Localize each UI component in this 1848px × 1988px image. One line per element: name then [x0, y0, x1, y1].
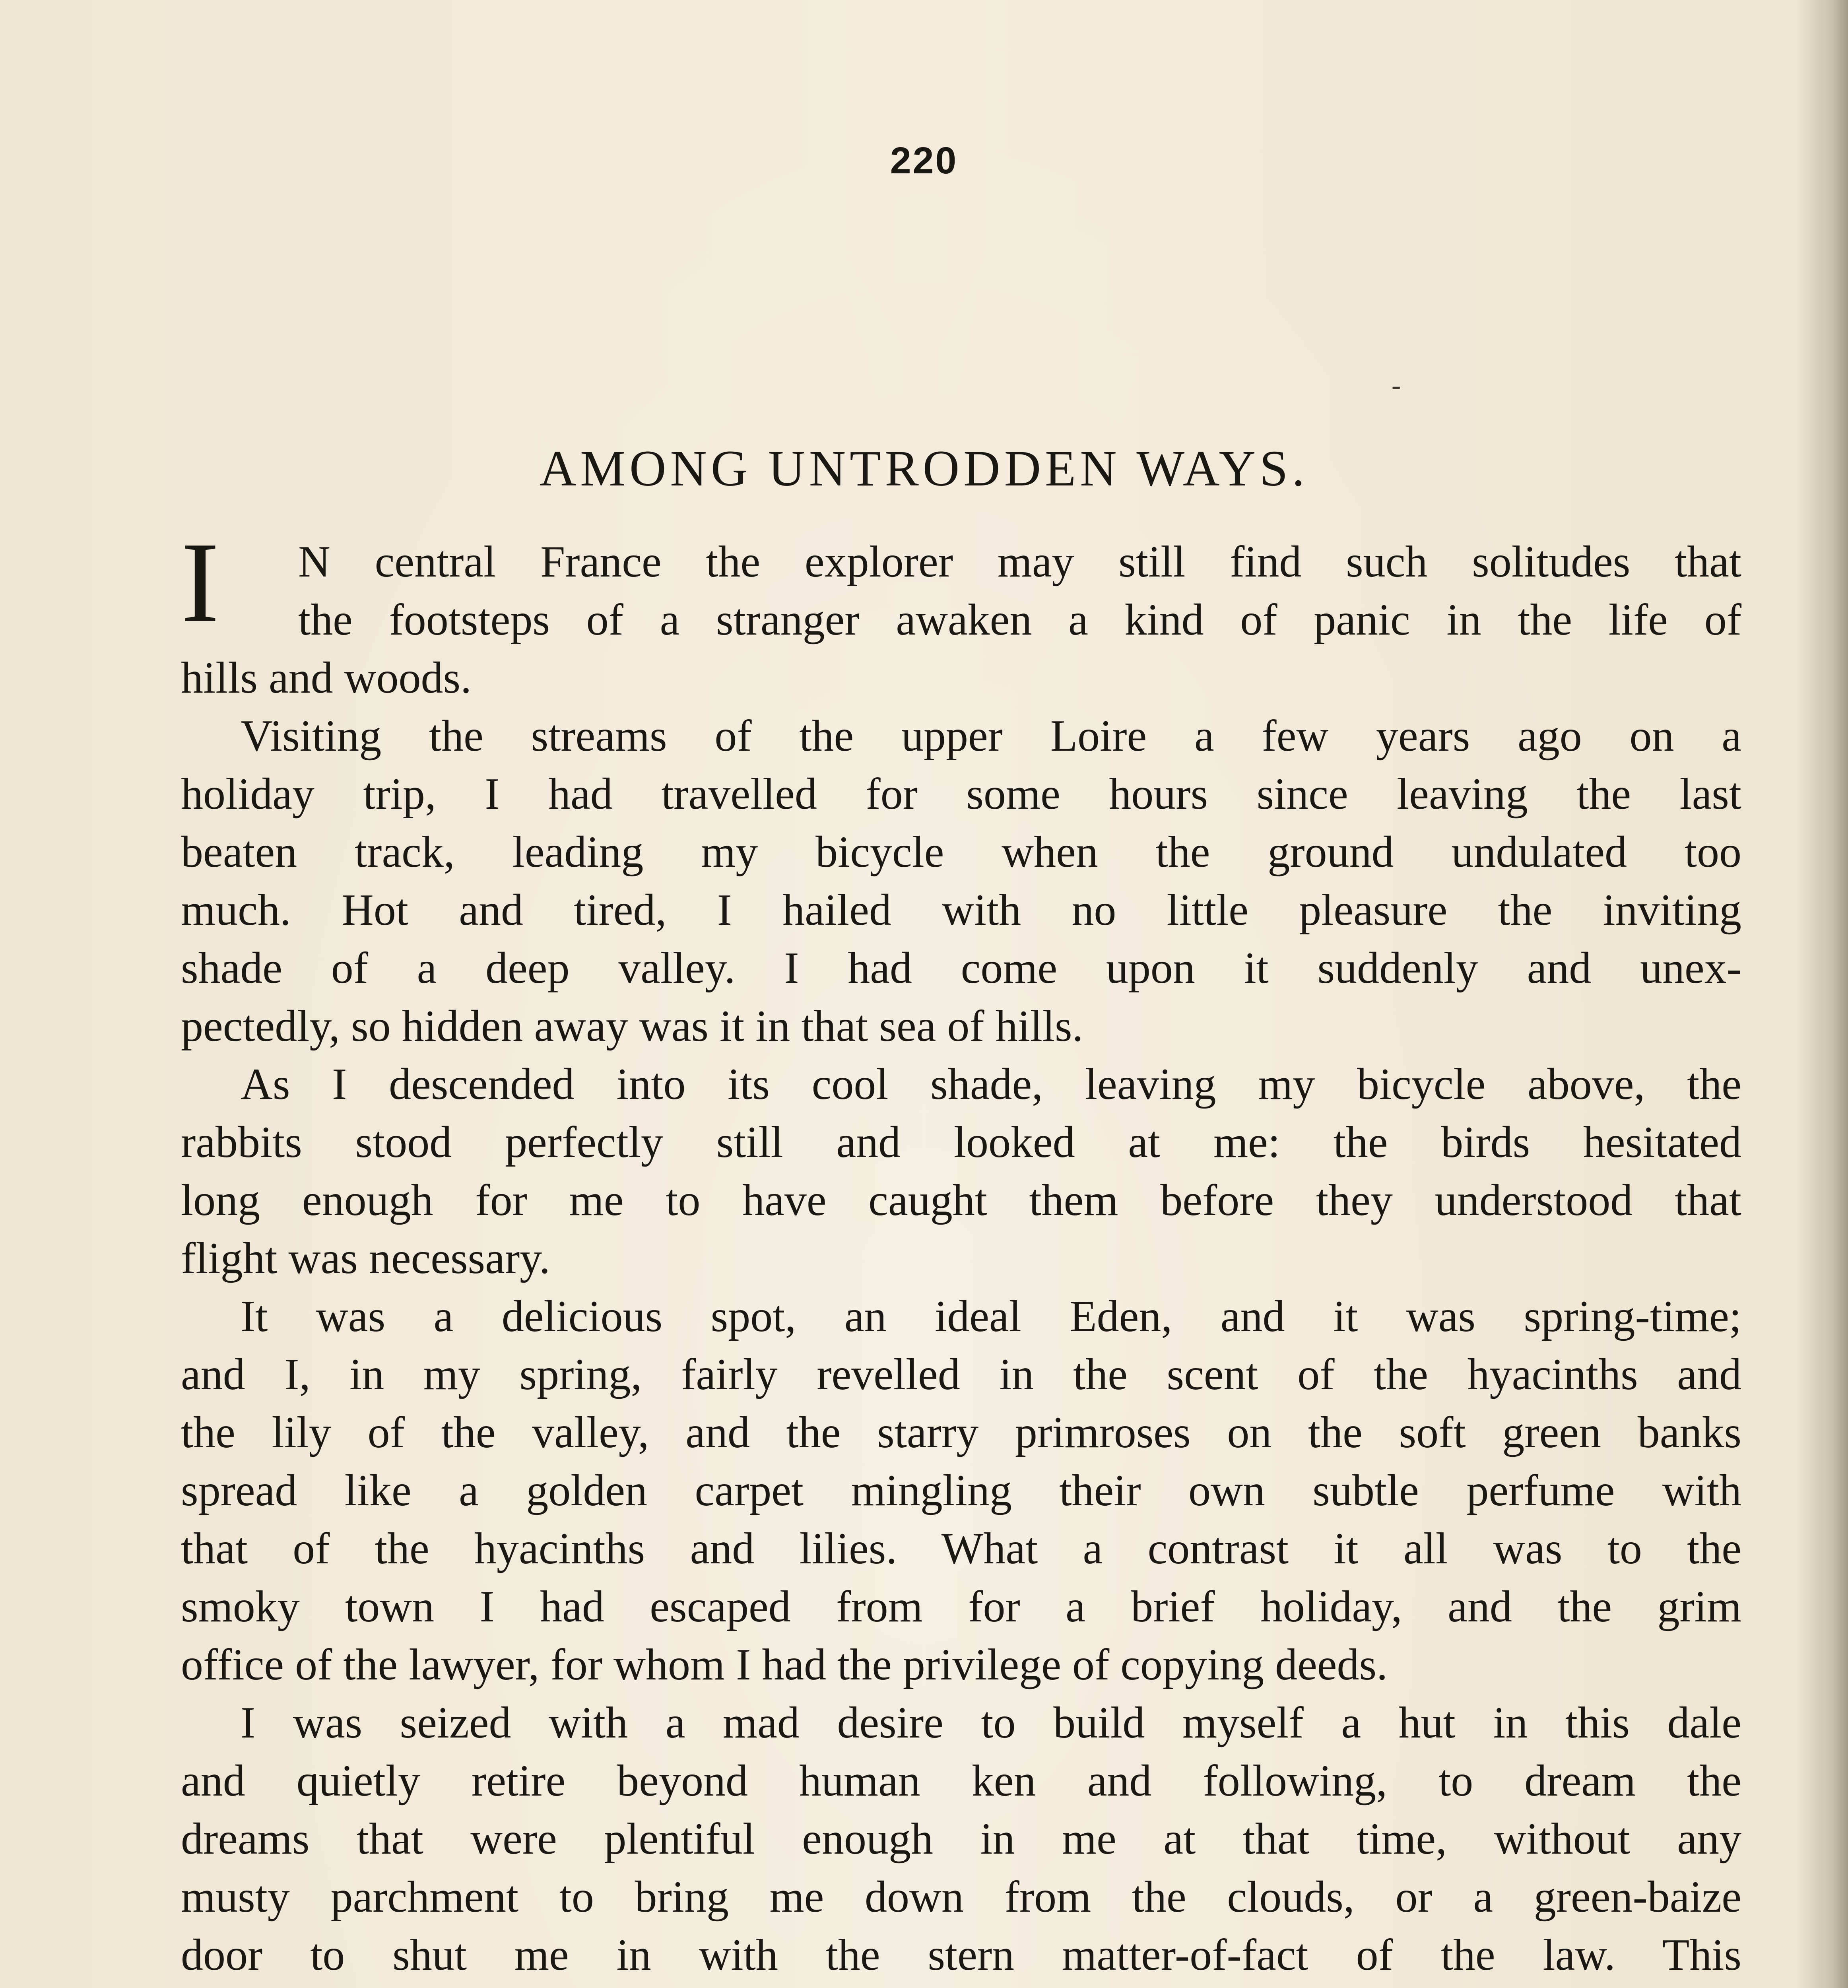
text-line: pectedly, so hidden away was it in that sea of hills.	[181, 1002, 1083, 1051]
text-line: much. Hot and tired, I hailed with no little pleasure the inviting	[181, 885, 1741, 935]
page-edge-shadow	[1796, 0, 1848, 1988]
text-line: door to shut me in with the stern matter-of-fact of the law. This	[181, 1930, 1741, 1980]
text-line: shade of a deep valley. I had come upon it suddenly and unex-	[181, 944, 1741, 993]
text-line: that of the hyacinths and lilies. What a contrast it all was to the	[181, 1524, 1741, 1573]
chapter-title: AMONG UNTRODDEN WAYS.	[539, 440, 1309, 497]
text-line: musty parchment to bring me down from the clouds, or a green-baize	[181, 1872, 1741, 1922]
drop-cap: I	[181, 518, 219, 646]
text-line: and quietly retire beyond human ken and following, to dream the	[181, 1756, 1741, 1806]
text-line: the lily of the valley, and the starry primroses on the soft green banks	[181, 1408, 1741, 1457]
text-line: holiday trip, I had travelled for some hours since leaving the last	[181, 769, 1741, 819]
text-line: dreams that were plentiful enough in me at that time, without any	[181, 1814, 1741, 1864]
text-line: hills and woods.	[181, 653, 472, 703]
text-line: As I descended into its cool shade, leaving my bicycle above, the	[241, 1060, 1741, 1109]
text-line: Visiting the streams of the upper Loire a few years ago on a	[241, 711, 1741, 761]
text-line: office of the lawyer, for whom I had the privilege of copying deeds.	[181, 1640, 1388, 1689]
text-line: smoky town I had escaped from for a brief holiday, and the grim	[181, 1582, 1741, 1631]
page-number: 220	[890, 140, 958, 182]
text-line: I was seized with a mad desire to build myself a hut in this dale	[241, 1698, 1741, 1747]
text-line: spread like a golden carpet mingling their own subtle perfume with	[181, 1466, 1741, 1515]
text-line: rabbits stood perfectly still and looked at me: the birds hesitated	[181, 1118, 1741, 1167]
text-line: long enough for me to have caught them before they understood that	[181, 1176, 1741, 1225]
text-line	[181, 1984, 1741, 1988]
text-line: N central France the explorer may still find such solitudes that	[298, 537, 1741, 586]
text-line: It was a delicious spot, an ideal Eden, and it was spring-time;	[241, 1292, 1741, 1341]
text-line: the footsteps of a stranger awaken a kind of panic in the life of	[298, 595, 1741, 645]
text-line: and I, in my spring, fairly revelled in the scent of the hyacinths and	[181, 1350, 1741, 1399]
text-line: beaten track, leading my bicycle when the ground undulated too	[181, 827, 1741, 877]
stray-mark: -	[1392, 370, 1401, 401]
text-line: flight was necessary.	[181, 1234, 550, 1283]
